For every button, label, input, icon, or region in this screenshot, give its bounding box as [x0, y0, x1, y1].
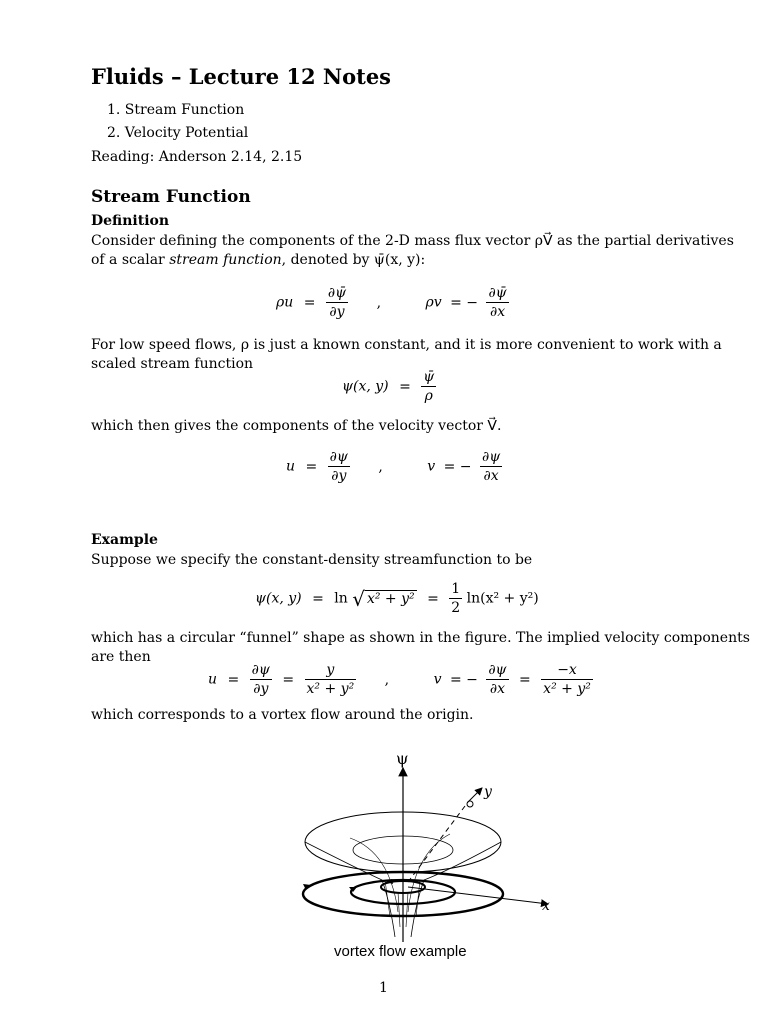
y-axis: [468, 788, 482, 802]
y-axis-marker: [467, 801, 473, 807]
def-text-emphasis: stream function: [169, 252, 282, 268]
eq3-equals2: = −: [443, 458, 472, 475]
eq3-lhs1: u: [286, 458, 296, 475]
eq2-lhs: ψ(x, y): [342, 378, 389, 395]
eq1-comma: ,: [376, 294, 382, 311]
eq4-radicand: x² + y²: [366, 590, 415, 607]
equation-mass-flux: [276, 284, 509, 321]
eq5-frac2: $\frac{\partial\psi}{\partial x}$: [488, 662, 507, 697]
eq3-comma: ,: [378, 458, 383, 475]
eq5-equals2b: =: [518, 671, 531, 688]
example-paragraph: Suppose we specify the constant-density streamfunction to be: [91, 552, 533, 568]
eq4-equals: =: [312, 590, 324, 607]
eq5-frac1b: $\frac{y}{\text{x² + y²}}$: [306, 662, 355, 697]
psi-axis-label: ψ: [396, 749, 409, 768]
low-speed-paragraph-line-1: For low speed flows, ρ is just a known constant, and it is more convenient to work with a: [91, 337, 722, 353]
eq1-lhs2: ρv: [425, 294, 442, 311]
eq3-equals: =: [305, 458, 318, 475]
definition-paragraph-line-2: [91, 251, 425, 270]
funnel-paragraph-line-1: which has a circular “funnel” shape as shown in the figure. The implied velocity components: [91, 630, 750, 646]
eq2-frac: $\frac{\psī}{\rho}$: [423, 369, 435, 404]
eq1-equals: =: [303, 294, 316, 311]
velocity-paragraph: which then gives the components of the velocity vector V⃗.: [91, 418, 502, 434]
eq5-comma: ,: [384, 671, 390, 688]
eq5-lhs2: v: [433, 671, 442, 688]
reading-line: Reading: Anderson 2.14, 2.15: [91, 149, 303, 165]
x-axis-label: x: [542, 898, 550, 914]
figure-caption: vortex flow example: [334, 943, 467, 960]
def-text-post: , denoted by ψ̄(x, y):: [281, 252, 426, 268]
vortex-funnel-figure: [290, 742, 570, 947]
outline-item-2: 2. Velocity Potential: [107, 125, 249, 141]
eq5-frac2b: $\frac{-x}{\text{x² + y²}}$: [543, 662, 591, 697]
eq5-lhs1: u: [208, 671, 218, 688]
eq4-lhs: ψ(x, y): [255, 590, 302, 607]
equation-scaled-stream-function: [342, 368, 436, 405]
eq1-frac2: $\frac{\partial\psī}{\partial x}$: [488, 285, 507, 320]
eq3-frac2: $\frac{\partial\psi}{\partial x}$: [482, 449, 501, 484]
eq1-frac1: $\frac{\partial\psī}{\partial y}$: [327, 285, 347, 320]
eq4-rhs: ln(x² + y²): [466, 590, 539, 607]
page-number: 1: [379, 980, 388, 996]
definition-heading: Definition: [91, 213, 170, 229]
section-heading: Stream Function: [91, 187, 251, 207]
eq1-equals2: = −: [450, 294, 478, 311]
eq4-frac: $\frac{1}{2}$: [451, 581, 461, 616]
y-axis-label: y: [484, 784, 492, 800]
eq1-lhs1: ρu: [276, 294, 294, 311]
example-heading: Example: [91, 532, 158, 548]
eq4-equals2: =: [427, 590, 439, 607]
eq5-equals: =: [227, 671, 240, 688]
eq3-frac1: $\frac{\partial\psi}{\partial y}$: [329, 449, 348, 484]
outline-item-1: 1. Stream Function: [107, 102, 245, 118]
def-text-pre: of a scalar: [91, 252, 170, 268]
eq5-equals-b: =: [282, 671, 295, 688]
funnel-paragraph-line-2: are then: [91, 649, 151, 665]
equation-velocity-components: [286, 448, 502, 485]
eq3-lhs2: v: [427, 458, 436, 475]
eq5-equals2: = −: [449, 671, 478, 688]
low-speed-paragraph-line-2: scaled stream function: [91, 356, 254, 372]
definition-paragraph-line-1: Consider defining the components of the 2-D mass flux vector ρV⃗ as the partial derivatives: [91, 233, 734, 249]
eq4-sqrt: [352, 587, 416, 611]
eq5-frac1: $\frac{\partial\psi}{\partial y}$: [251, 662, 270, 697]
vortex-paragraph: which corresponds to a vortex flow around the origin.: [91, 707, 474, 723]
eq2-equals: =: [399, 378, 411, 395]
equation-example-stream-function: [255, 580, 539, 617]
eq4-ln: ln: [334, 590, 348, 607]
page-title: Fluids – Lecture 12 Notes: [91, 64, 391, 89]
sqrt-sign-icon: √: [352, 586, 365, 611]
equation-vortex-velocity: [208, 661, 593, 698]
